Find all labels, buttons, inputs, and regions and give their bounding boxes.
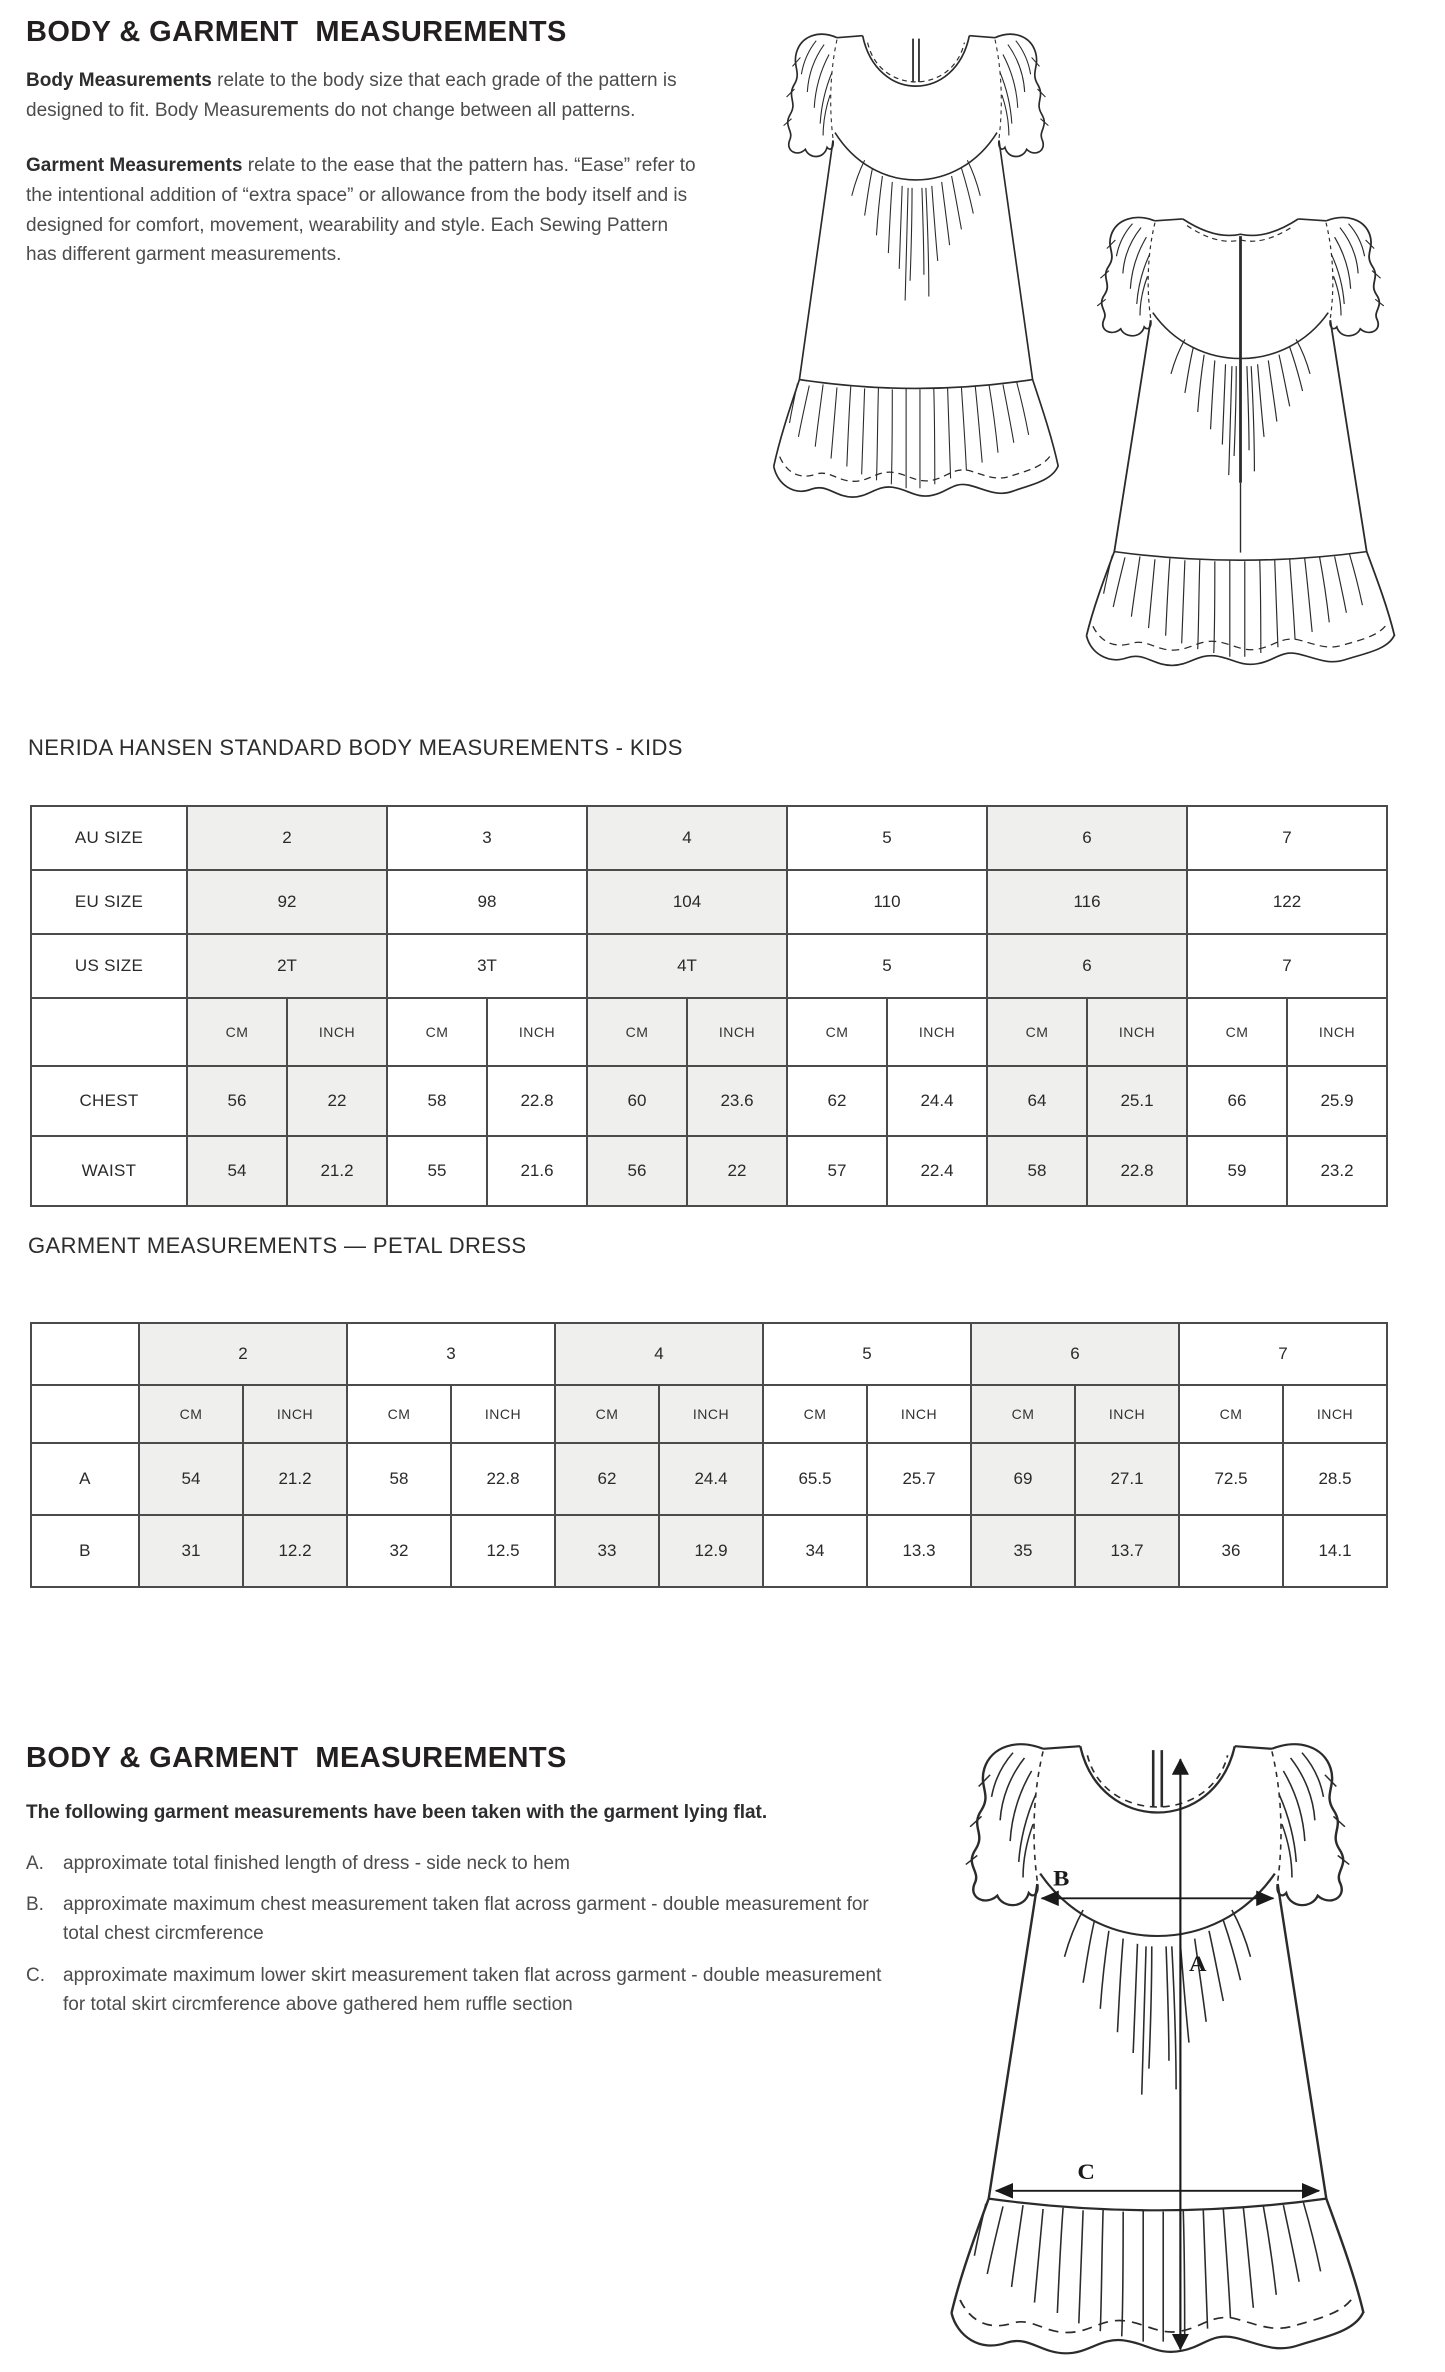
table-cell: INCH (1087, 998, 1187, 1066)
table-cell: 5 (787, 934, 987, 998)
table-row (31, 870, 1387, 934)
table-cell: 22.4 (887, 1136, 987, 1206)
list-item (26, 1962, 886, 2020)
table-cell: CM (347, 1385, 451, 1443)
table-cell: WAIST (31, 1136, 187, 1206)
table-cell: AU SIZE (31, 806, 187, 870)
table-cell: INCH (887, 998, 987, 1066)
table-cell: 4 (587, 806, 787, 870)
table-cell (31, 1323, 139, 1385)
list-item-text: approximate maximum chest measurement taken flat across garment - double measurement for total chest circmference (63, 1894, 869, 1945)
table-cell: 60 (587, 1066, 687, 1136)
table-cell: INCH (1075, 1385, 1179, 1443)
table-cell: 69 (971, 1443, 1075, 1515)
table-cell: 7 (1187, 934, 1387, 998)
table-cell: 7 (1179, 1323, 1387, 1385)
table-row (31, 934, 1387, 998)
table-cell: 35 (971, 1515, 1075, 1587)
garment-table-heading: GARMENT MEASUREMENTS — PETAL DRESS (28, 1233, 527, 1258)
table-cell: 3 (347, 1323, 555, 1385)
table-cell: CM (763, 1385, 867, 1443)
table-cell: 23.6 (687, 1066, 787, 1136)
table-cell: 54 (187, 1136, 287, 1206)
table-cell: A (31, 1443, 139, 1515)
table-cell: 12.9 (659, 1515, 763, 1587)
table-cell: CM (139, 1385, 243, 1443)
table-row (31, 1515, 1387, 1587)
list-item-text: approximate total finished length of dress - side neck to hem (63, 1852, 570, 1874)
diagram-label-b: B (1053, 1866, 1070, 1892)
table-cell: 34 (763, 1515, 867, 1587)
table-cell: 3T (387, 934, 587, 998)
table-cell: 57 (787, 1136, 887, 1206)
body-measurements-lead-in: Body Measurements (26, 70, 212, 91)
table-row (31, 1323, 1387, 1385)
table-cell: 23.2 (1287, 1136, 1387, 1206)
table-cell: B (31, 1515, 139, 1587)
table-cell: 58 (387, 1066, 487, 1136)
intro-text (26, 66, 702, 296)
table-cell: EU SIZE (31, 870, 187, 934)
body-measurements-paragraph: Body Measurements relate to the body size that each grade of the pattern is designed to fit. Body Measurements do not change between all patterns. (26, 70, 677, 121)
flat-measurements-section (26, 1742, 886, 2033)
table-cell: CM (1179, 1385, 1283, 1443)
table-cell: CM (787, 998, 887, 1066)
table-cell: 2 (187, 806, 387, 870)
flat-section-lead: The following garment measurements have been taken with the garment lying flat. (26, 1802, 768, 1823)
table-cell: 56 (187, 1066, 287, 1136)
table-cell: INCH (487, 998, 587, 1066)
table-cell: 36 (1179, 1515, 1283, 1587)
table-cell: 25.7 (867, 1443, 971, 1515)
table-cell: CM (1187, 998, 1287, 1066)
table-cell: 31 (139, 1515, 243, 1587)
table-cell: 65.5 (763, 1443, 867, 1515)
garment-measurements-table (30, 1322, 1388, 1588)
list-item-text: approximate maximum lower skirt measurement taken flat across garment - double measurement for total skirt circmference above gathered hem ruffle section (63, 1965, 882, 2015)
table-cell (31, 998, 187, 1066)
body-measurements-table (30, 805, 1388, 1207)
table-cell: 33 (555, 1515, 659, 1587)
table-cell: CM (987, 998, 1087, 1066)
list-item-key: A. (26, 1852, 44, 1874)
table-cell: 55 (387, 1136, 487, 1206)
diagram-label-c: C (1077, 2160, 1095, 2185)
table-cell: 13.7 (1075, 1515, 1179, 1587)
dress-back-illustration (1048, 196, 1433, 674)
diagram-label-a: A (1188, 1952, 1207, 1977)
garment-measurements-paragraph: Garment Measurements relate to the ease that the pattern has. “Ease” refer to the intentional addition of “extra space” or allowance from the body itself and is designed for comfort, movement, wearability and style. Each Sewing Pattern has different garment measurements. (26, 155, 696, 266)
table-cell: 22 (287, 1066, 387, 1136)
table-cell: 21.2 (243, 1443, 347, 1515)
table-cell: 66 (1187, 1066, 1287, 1136)
table-cell: 4 (555, 1323, 763, 1385)
table-cell: INCH (1283, 1385, 1387, 1443)
table-row (31, 1385, 1387, 1443)
table-cell: 116 (987, 870, 1187, 934)
flat-section-title: BODY & GARMENT MEASUREMENTS (26, 1742, 567, 1774)
table-cell: 5 (763, 1323, 971, 1385)
table-cell: 21.2 (287, 1136, 387, 1206)
table-cell: 62 (555, 1443, 659, 1515)
table-cell: 2 (139, 1323, 347, 1385)
table-cell: CHEST (31, 1066, 187, 1136)
table-cell: 27.1 (1075, 1443, 1179, 1515)
table-cell: 59 (1187, 1136, 1287, 1206)
table-cell: INCH (287, 998, 387, 1066)
table-cell: 4T (587, 934, 787, 998)
list-item-key: B. (26, 1894, 44, 1916)
measurement-definitions-list (26, 1850, 886, 2020)
table-cell: 54 (139, 1443, 243, 1515)
table-cell: 22.8 (487, 1066, 587, 1136)
table-cell: 32 (347, 1515, 451, 1587)
table-cell: 22.8 (1087, 1136, 1187, 1206)
table-cell: 24.4 (659, 1443, 763, 1515)
table-cell: CM (187, 998, 287, 1066)
table-cell: INCH (451, 1385, 555, 1443)
dress-front-illustration (738, 12, 1094, 506)
table-cell: 2T (187, 934, 387, 998)
table-cell: 22 (687, 1136, 787, 1206)
table-cell: CM (971, 1385, 1075, 1443)
table-cell: 21.6 (487, 1136, 587, 1206)
list-item (26, 1891, 886, 1949)
table-cell: INCH (243, 1385, 347, 1443)
table-cell: INCH (659, 1385, 763, 1443)
table-cell: 12.2 (243, 1515, 347, 1587)
table-cell: 3 (387, 806, 587, 870)
table-cell: 5 (787, 806, 987, 870)
table-cell: 7 (1187, 806, 1387, 870)
list-item-key: C. (26, 1965, 45, 1987)
list-item (26, 1850, 886, 1879)
table-cell: 64 (987, 1066, 1087, 1136)
table-cell: 6 (987, 934, 1187, 998)
table-cell: 92 (187, 870, 387, 934)
table-cell: 62 (787, 1066, 887, 1136)
table-cell: 28.5 (1283, 1443, 1387, 1515)
table-cell: 122 (1187, 870, 1387, 934)
page-title: BODY & GARMENT MEASUREMENTS (26, 16, 567, 48)
table-cell: 98 (387, 870, 587, 934)
table-cell: 24.4 (887, 1066, 987, 1136)
table-cell: CM (555, 1385, 659, 1443)
table-cell: 25.9 (1287, 1066, 1387, 1136)
table-cell: 72.5 (1179, 1443, 1283, 1515)
table-cell: CM (387, 998, 487, 1066)
table-cell: CM (587, 998, 687, 1066)
table-cell: 56 (587, 1136, 687, 1206)
table-cell: INCH (867, 1385, 971, 1443)
table-cell: 14.1 (1283, 1515, 1387, 1587)
table-cell: US SIZE (31, 934, 187, 998)
table-cell: 58 (347, 1443, 451, 1515)
table-row (31, 998, 1387, 1066)
measurement-arrows (996, 1759, 1319, 2349)
body-table-heading: NERIDA HANSEN STANDARD BODY MEASUREMENTS - KIDS (28, 735, 683, 760)
table-cell: 104 (587, 870, 787, 934)
dress-measurement-diagram (900, 1715, 1415, 2365)
table-cell: 22.8 (451, 1443, 555, 1515)
table-cell: INCH (687, 998, 787, 1066)
table-row (31, 806, 1387, 870)
table-cell: 13.3 (867, 1515, 971, 1587)
table-cell: 6 (971, 1323, 1179, 1385)
table-row (31, 1066, 1387, 1136)
table-row (31, 1136, 1387, 1206)
table-cell (31, 1385, 139, 1443)
table-cell: 25.1 (1087, 1066, 1187, 1136)
table-cell: 12.5 (451, 1515, 555, 1587)
garment-measurements-lead-in: Garment Measurements (26, 155, 243, 177)
table-cell: INCH (1287, 998, 1387, 1066)
table-cell: 58 (987, 1136, 1087, 1206)
table-cell: 6 (987, 806, 1187, 870)
table-cell: 110 (787, 870, 987, 934)
table-row (31, 1443, 1387, 1515)
